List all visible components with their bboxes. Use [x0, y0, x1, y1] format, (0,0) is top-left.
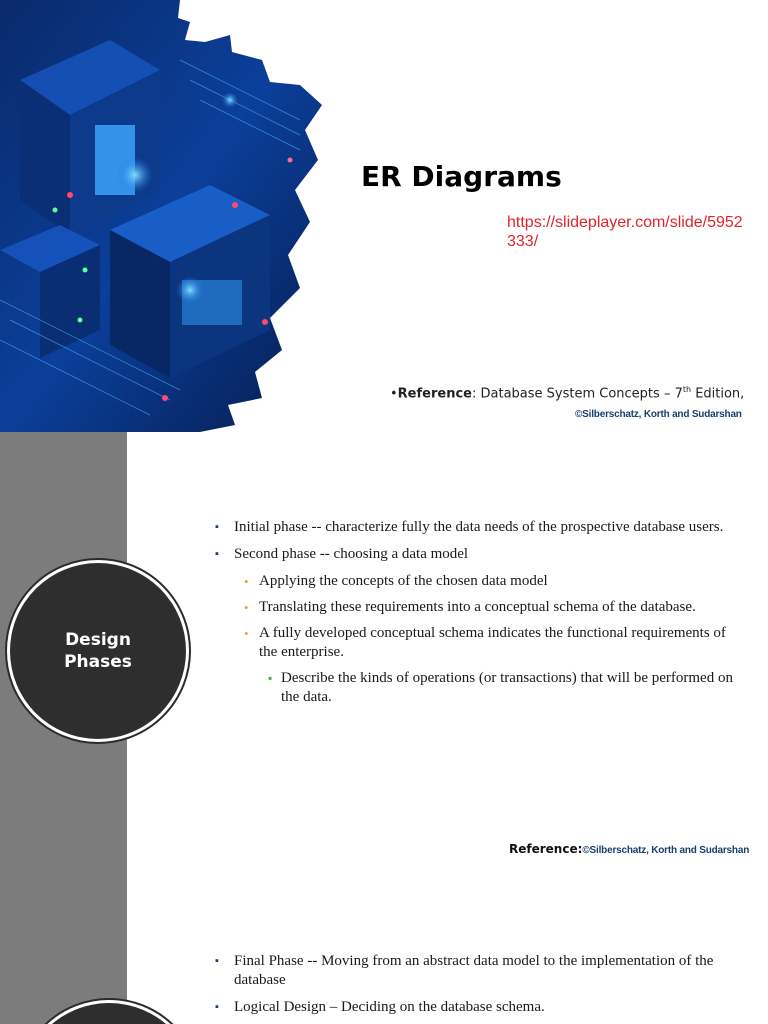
circuit-board-image [0, 0, 330, 432]
reference-text: : Database System Concepts – 7 [471, 386, 683, 402]
reference-label: Reference [397, 386, 472, 402]
square-bullet-icon: ▪ [215, 521, 219, 533]
design-phases-slide [0, 432, 768, 864]
reference-line: •Reference: Database System Concepts – 7th Edition, [390, 385, 745, 402]
section-label: Design Phases [64, 630, 132, 672]
bullet-list [214, 952, 734, 1024]
square-bullet-icon: ▪ [215, 1001, 219, 1013]
reference-label: Reference: [509, 842, 583, 856]
slide-title: ER Diagrams [361, 160, 562, 193]
square-bullet-icon: ▪ [215, 548, 219, 560]
dot-bullet-icon: • [244, 600, 249, 615]
author-credit: ©Silberschatz, Korth and Sudarshan [582, 845, 750, 856]
bullet-item: ▪ Second phase -- choosing a data model [215, 546, 469, 562]
bullet-item: ▪ Final Phase -- Moving from an abstract data model to the implementation of the database [215, 953, 714, 988]
bullet-list [214, 518, 734, 714]
bullet-item: ▪ Initial phase -- characterize fully the data needs of the prospective database users. [215, 519, 724, 535]
title-slide [0, 0, 768, 432]
sub-sub-bullet-item: ▪ Describe the kinds of operations (or transactions) that will be performed on the data. [268, 670, 733, 705]
reference-footer [509, 840, 749, 858]
reference-tail: Edition, [691, 386, 745, 402]
dot-bullet-icon: • [244, 574, 249, 589]
sub-bullet-item: • Translating these requirements into a conceptual schema of the database. [244, 599, 696, 615]
author-credit: ©Silberschatz, Korth and Sudarshan [575, 409, 742, 420]
section-circle [10, 563, 186, 739]
square-bullet-icon: ▪ [268, 671, 273, 685]
final-phase-slide [0, 864, 768, 1024]
dot-bullet-icon: • [244, 626, 249, 641]
reference-sup: th [682, 385, 692, 394]
sub-bullet-item: • Applying the concepts of the chosen data model [244, 573, 548, 589]
bullet-item: ▪ Logical Design – Deciding on the database schema. [215, 999, 545, 1015]
square-bullet-icon: ▪ [215, 955, 219, 967]
source-link[interactable]: https://slideplayer.com/slide/5952333/ [507, 214, 743, 250]
sub-bullet-item: • A fully developed conceptual schema indicates the functional requirements of the enterprise. [244, 625, 726, 660]
